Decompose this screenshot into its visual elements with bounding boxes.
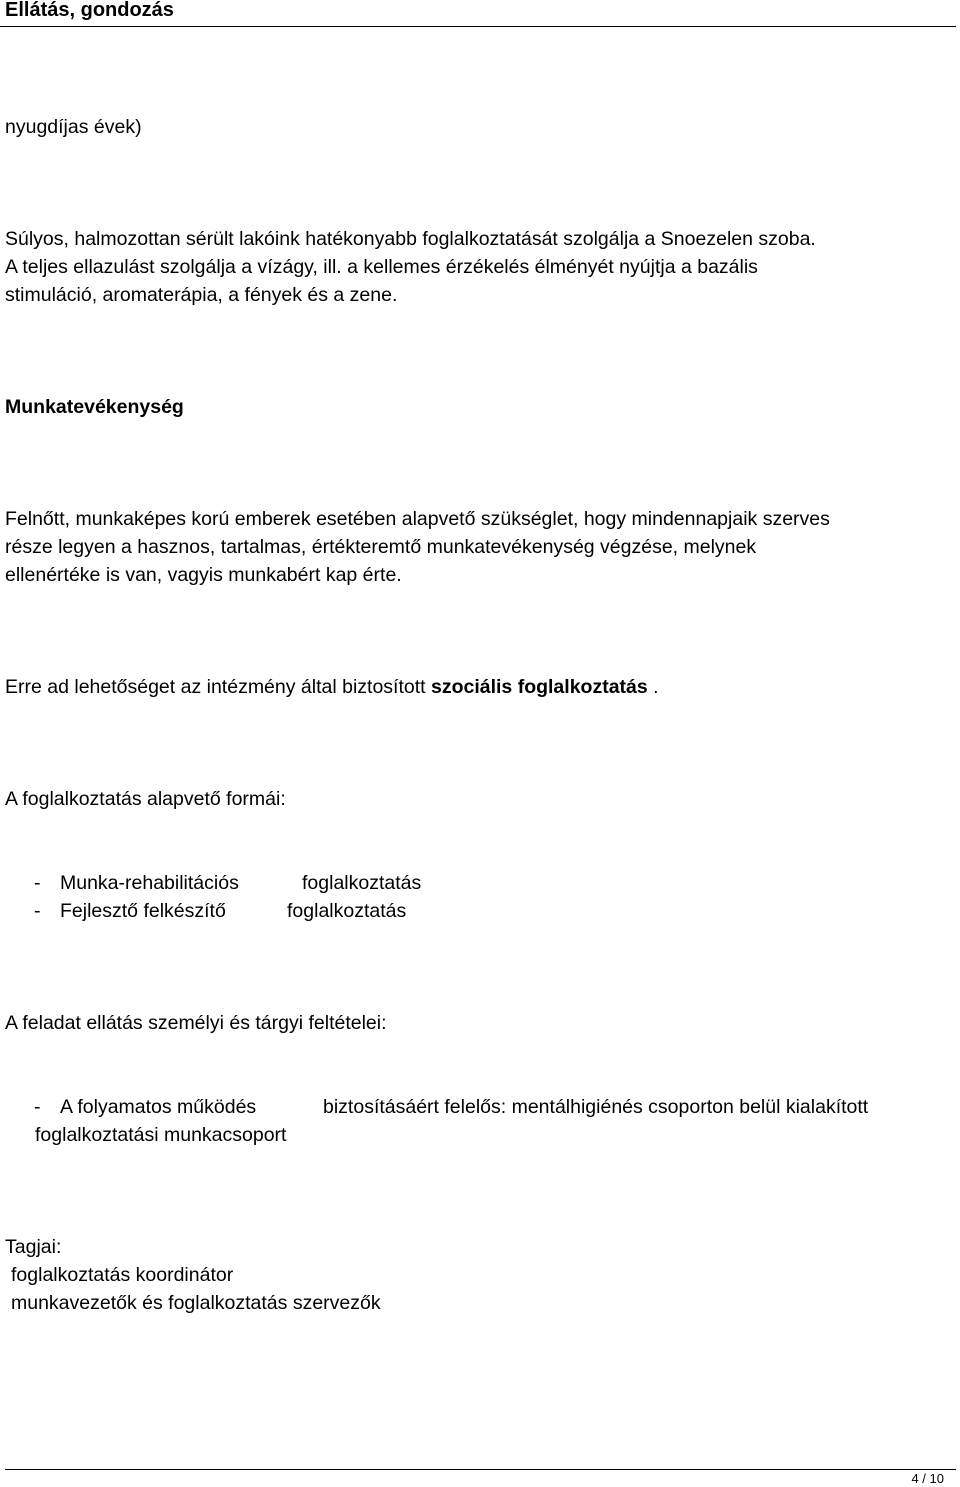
member-item: munkavezetők és foglalkoztatás szervezők <box>11 1292 381 1314</box>
section-heading: Munkatevékenység <box>5 396 184 418</box>
condition-name: A folyamatos működés <box>60 1096 257 1118</box>
conditions-heading: A feladat ellátás személyi és tárgyi feltételei: <box>5 1012 387 1034</box>
member-item: foglalkoztatás koordinátor <box>11 1264 234 1286</box>
paragraph-line: része legyen a hasznos, tartalmas, értékteremtő munkatevékenység végzése, melynek <box>5 536 757 558</box>
opportunity-suffix: . <box>647 676 659 698</box>
footer-divider <box>5 1469 956 1470</box>
page-number: 4 / 10 <box>911 1471 944 1486</box>
paragraph-line: Súlyos, halmozottan sérült lakóink hatékonyabb foglalkoztatását szolgálja a Snoezelen szoba. <box>5 228 816 250</box>
paragraph-line: stimuláció, aromaterápia, a fények és a zene. <box>5 284 398 306</box>
form-type: foglalkoztatás <box>302 872 422 894</box>
paragraph-line: A teljes ellazulást szolgálja a vízágy, ill. a kellemes érzékelés élményét nyújtja a bazális <box>5 256 758 278</box>
form-type: foglalkoztatás <box>287 900 407 922</box>
opportunity-prefix: Erre ad lehetőséget az intézmény által biztosított <box>5 676 431 698</box>
list-dash: - <box>34 900 41 922</box>
page-header <box>0 0 956 27</box>
list-item <box>34 897 407 925</box>
list-dash: - <box>34 1096 41 1118</box>
header-title: Ellátás, gondozás <box>5 0 174 21</box>
forms-heading: A foglalkoztatás alapvető formái: <box>5 788 286 810</box>
list-dash: - <box>34 872 41 894</box>
opportunity-emphasis: szociális foglalkoztatás <box>430 676 648 698</box>
list-item <box>34 869 422 897</box>
members-heading: Tagjai: <box>5 1236 62 1258</box>
list-item <box>34 1093 869 1121</box>
form-name: Fejlesztő felkészítő <box>60 900 226 922</box>
condition-continuation: foglalkoztatási munkacsoport <box>35 1124 287 1146</box>
paragraph-line: Felnőtt, munkaképes korú emberek esetében alapvető szükséglet, hogy mindennapjaik szerves <box>5 508 830 530</box>
condition-detail: biztosításáért felelős: mentálhigiénés csoporton belül kialakított <box>323 1096 869 1118</box>
form-name: Munka-rehabilitációs <box>60 872 239 894</box>
opportunity-sentence <box>5 673 659 701</box>
intro-tail-text: nyugdíjas évek) <box>5 116 142 138</box>
paragraph-line: ellenértéke is van, vagyis munkabért kap érte. <box>5 564 402 586</box>
